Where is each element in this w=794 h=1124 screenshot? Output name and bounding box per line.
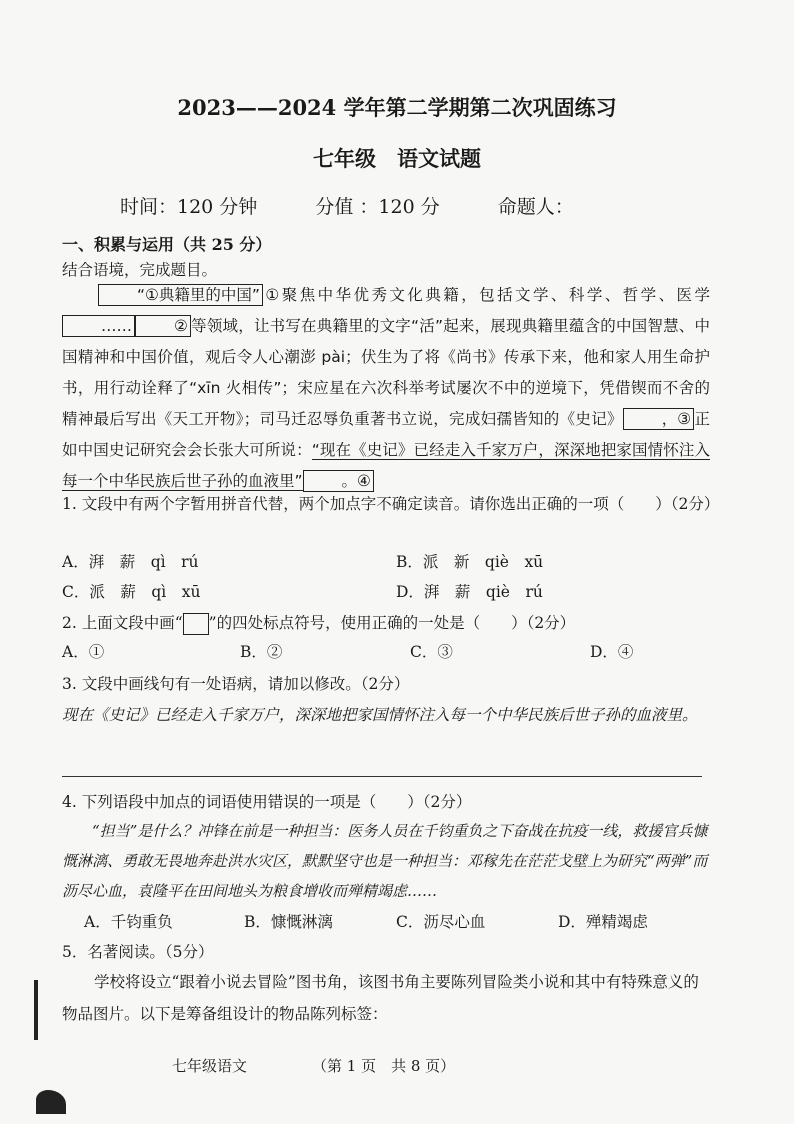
punct-box-2: …… [62,315,135,337]
q2-option-d: D．④ [590,643,634,661]
exam-meta [120,192,626,219]
q4-option-d: D．殚精竭虑 [558,913,648,931]
section-intro: 结合语境，完成题目。 [62,261,218,279]
q3-sentence: 现在《史记》已经走入千家万户，深深地把家国情怀注入每一个中华民族后世子孙的血液里。 [62,706,698,724]
footer-subject: 七年级语文 [172,1057,248,1075]
q4-option-b: B．慷慨淋漓 [244,913,333,931]
score-info: 分值 ：120 分 [315,196,440,218]
q1-option-c: C．派 薪 qì xū [62,583,201,601]
passage [62,280,710,497]
scan-edge-mark [34,980,38,1040]
q2-option-c: C．③ [410,643,453,661]
q2-stem-pre: 2. 上面文段中画“ [62,614,183,632]
answer-line [62,776,702,777]
passage-text-3: 正如中国史记研究会会长张大可所说： [62,410,710,459]
question-5-stem: 5．名著阅读。（5分） [62,943,214,961]
q2-stem-post: ”的四处标点符号，使用正确的一处是（ ）（2分） [208,614,576,632]
marker-4: 。④ [303,470,374,492]
question-2-stem [62,609,712,637]
q2-option-a: A．① [62,643,105,661]
q1-option-b: B．派 新 qiè xū [396,553,544,571]
question-3-stem: 3. 文段中画线句有一处语病，请加以修改。（2分） [62,675,410,693]
passage-text-2: 等领域，让书写在典籍里的文字“活”起来，展现典籍里蕴含的中国智慧、中国精神和中国价值，观后令人心潮澎 pài；伏生为了将《尚书》传承下来，他和家人用生命护书，用行动诠释了“xīn 火相传”；宋应星在六次科举考试屡次不中的逆境下，凭借锲而不舍的精神最后写出《天工开物》；司马迁忍辱负重著书立说，完成妇孺皆知的《史记》 [62,317,710,428]
punct-box-1: “①典籍里的中国” [98,284,263,306]
exam-subtitle: 七年级 语文试题 [313,146,481,171]
question-1-stem: 1. 文段中有两个字暂用拼音代替，两个加点字不确定读音。请你选出正确的一项（ ）（2分） [62,495,720,513]
q4-option-c: C．沥尽心血 [396,913,486,931]
question-4-stem: 4. 下列语段中加点的词语使用错误的一项是（ ）（2分） [62,793,472,811]
section-heading: 一、积累与运用（共 25 分） [62,235,272,254]
exam-title: 2023——2024 学年第二学期第二次巩固练习 [177,95,617,120]
scan-corner-mark [36,1090,66,1114]
author-info: 命题人： [497,196,574,218]
q4-option-a: A．千钧重负 [84,913,173,931]
q2-option-b: B．② [240,643,283,661]
q1-option-d: D．湃 薪 qiè rú [396,583,543,601]
marker-3: ，③ [623,408,694,430]
underlined-sentence: “现在《史记》已经走入千家万户，深深地把家国情怀注入每一个中华民族后世子孙的血液里” [62,441,710,490]
q1-option-a: A．湃 薪 qì rú [62,553,199,571]
q5-text: 学校将设立“跟着小说去冒险”图书角，该图书角主要陈列冒险类小说和其中有特殊意义的物品图片。以下是筹备组设计的物品陈列标签： [62,973,699,1023]
q4-passage: “担当”是什么？冲锋在前是一种担当：医务人员在千钧重负之下奋战在抗疫一线，救援官兵慷慨淋漓、勇敢无畏地奔赴洪水灾区，默默坚守也是一种担当：邓稼先在茫茫戈壁上为研究“两弹”而沥尽心血，袁隆平在田间地头为粮食增收而殚精竭虑…… [62,822,708,900]
box-symbol [183,613,209,635]
footer-page: （第 1 页 共 8 页） [312,1057,456,1075]
time-info: 时间：120 分钟 [120,196,258,218]
passage-text-1: 聚焦中华优秀文化典籍，包括文学、科学、哲学、医学 [281,286,710,304]
marker-1: ① [262,286,282,304]
marker-2: ② [135,315,191,337]
